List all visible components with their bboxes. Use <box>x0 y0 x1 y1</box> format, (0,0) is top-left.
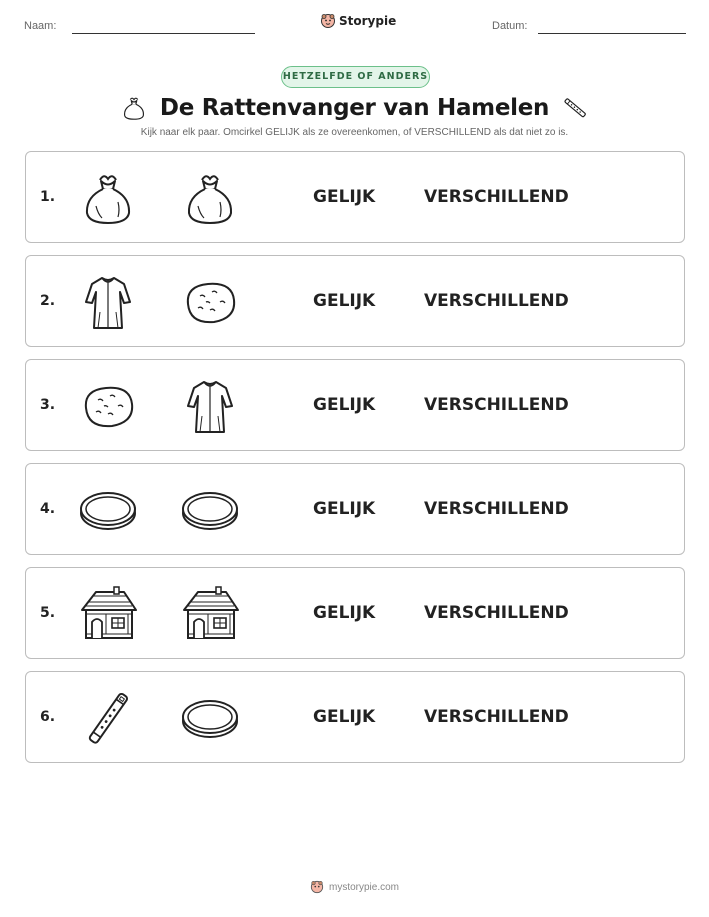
date-label: Datum: <box>492 20 528 32</box>
pair-card-3 <box>25 359 685 451</box>
footer-url[interactable]: mystorypie.com <box>328 881 399 893</box>
option-different[interactable]: VERSCHILLEND <box>424 395 569 415</box>
option-different[interactable]: VERSCHILLEND <box>424 499 569 519</box>
recorder-flute-icon <box>78 688 138 748</box>
coin-icon <box>78 480 138 540</box>
coin-icon <box>180 480 240 540</box>
option-different[interactable]: VERSCHILLEND <box>424 187 569 207</box>
name-line[interactable] <box>72 33 255 34</box>
option-same[interactable]: GELIJK <box>313 707 376 727</box>
option-same[interactable]: GELIJK <box>313 291 376 311</box>
option-same[interactable]: GELIJK <box>313 395 376 415</box>
robe-icon <box>180 376 240 436</box>
pair-card-4 <box>25 463 685 555</box>
option-same[interactable]: GELIJK <box>313 499 376 519</box>
pair-card-2 <box>25 255 685 347</box>
pair-number: 4. <box>40 501 56 517</box>
storypie-mascot-icon <box>320 13 336 29</box>
footer <box>0 880 709 894</box>
coin-icon <box>180 688 240 748</box>
option-same[interactable]: GELIJK <box>313 187 376 207</box>
money-bag-icon <box>120 94 148 122</box>
instruction-text: Kijk naar elk paar. Omcirkel GELIJK als ze overeenkomen, of VERSCHILLEND als dat niet zo is. <box>140 127 569 138</box>
pair-card-6 <box>25 671 685 763</box>
date-line[interactable] <box>538 33 686 34</box>
activity-type-badge: HETZELFDE OF ANDERS <box>281 66 430 88</box>
brand-name: Storypie <box>339 14 397 28</box>
storypie-mascot-icon <box>310 880 324 894</box>
option-same[interactable]: GELIJK <box>313 603 376 623</box>
money-bag-icon <box>180 168 240 228</box>
pair-number: 1. <box>40 189 56 205</box>
pair-card-5 <box>25 567 685 659</box>
option-different[interactable]: VERSCHILLEND <box>424 707 569 727</box>
bread-loaf-icon <box>180 272 240 332</box>
name-label: Naam: <box>24 20 57 32</box>
brand-logo <box>320 13 396 29</box>
pair-number: 5. <box>40 605 56 621</box>
cottage-icon <box>180 584 240 644</box>
option-different[interactable]: VERSCHILLEND <box>424 603 569 623</box>
cottage-icon <box>78 584 138 644</box>
bread-loaf-icon <box>78 376 138 436</box>
pair-number: 2. <box>40 293 56 309</box>
pair-number: 6. <box>40 709 56 725</box>
money-bag-icon <box>78 168 138 228</box>
option-different[interactable]: VERSCHILLEND <box>424 291 569 311</box>
pair-number: 3. <box>40 397 56 413</box>
pair-card-1 <box>25 151 685 243</box>
recorder-flute-icon <box>561 94 589 122</box>
page-title: De Rattenvanger van Hamelen <box>159 95 550 121</box>
robe-icon <box>78 272 138 332</box>
title-row <box>0 92 709 124</box>
